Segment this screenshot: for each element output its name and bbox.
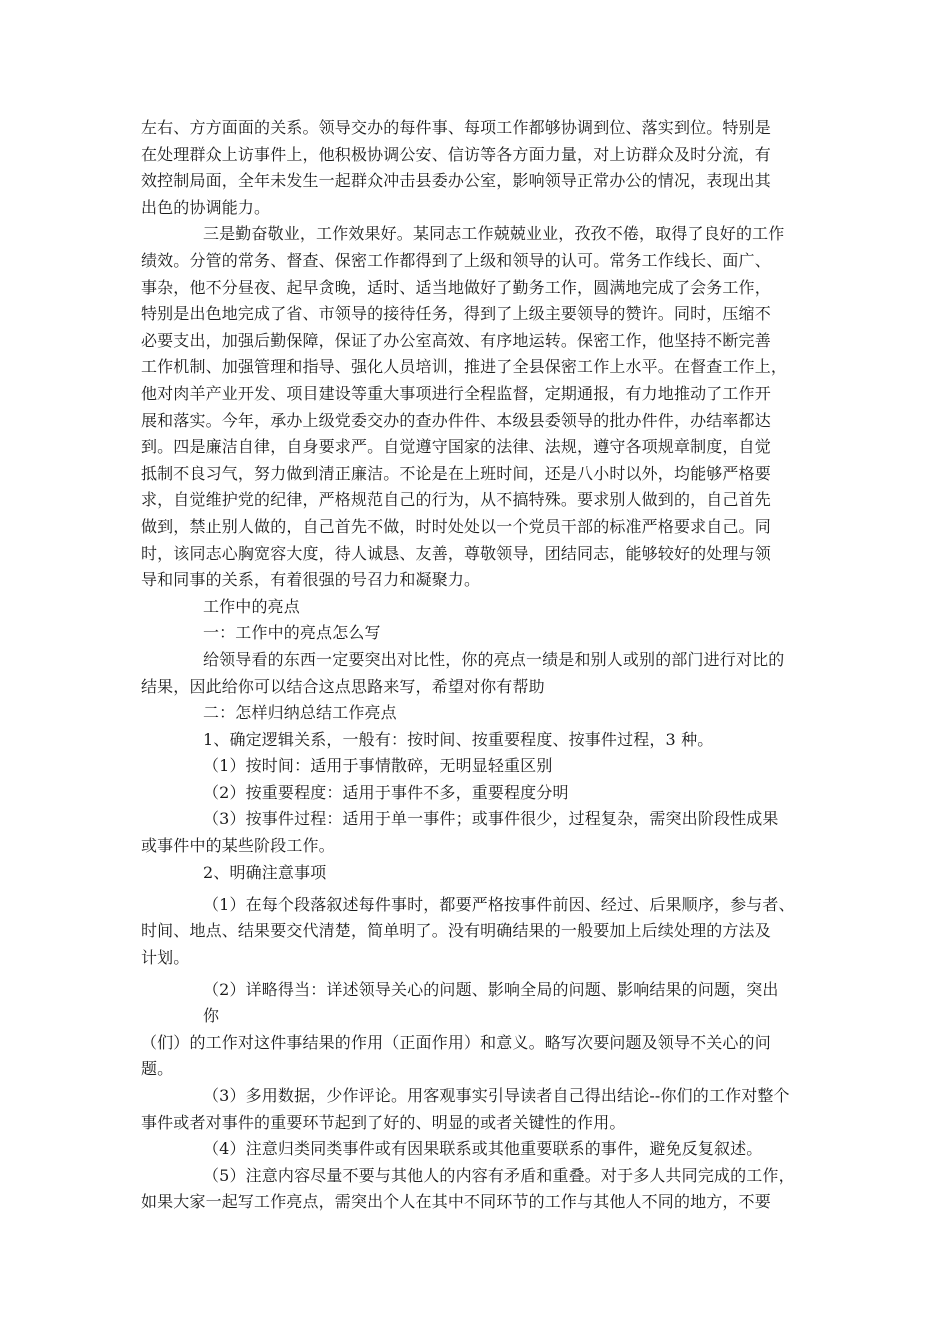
text-line: 结果，因此给你可以结合这点思路来写，希望对你有帮助 <box>141 677 545 696</box>
text-line: 展和落实。今年，承办上级党委交办的查办件件、本级县委领导的批办件件，办结率都达 <box>141 411 771 430</box>
list-item: （3）多用数据，少作评论。用客观事实引导读者自己得出结论--你们的工作对整个 <box>203 1086 790 1105</box>
list-item: （3）按事件过程：适用于单一事件；或事件很少，过程复杂，需突出阶段性成果 <box>203 809 779 828</box>
text-line: 必要支出，加强后勤保障，保证了办公室高效、有序地运转。保密工作，他坚持不断完善 <box>141 331 771 350</box>
subheading: 二：怎样归纳总结工作亮点 <box>203 703 397 722</box>
text-line: 时间、地点、结果要交代清楚，简单明了。没有明确结果的一般要加上后续处理的方法及 <box>141 921 771 940</box>
text-line: 导和同事的关系，有着很强的号召力和凝聚力。 <box>141 570 481 589</box>
text-line: 到。四是廉洁自律，自身要求严。自觉遵守国家的法律、法规，遵守各项规章制度，自觉 <box>141 437 771 456</box>
text-line: 事件或者对事件的重要环节起到了好的、明显的或者关键性的作用。 <box>141 1113 626 1132</box>
text-line: 三是勤奋敬业，工作效果好。某同志工作兢兢业业，孜孜不倦，取得了良好的工作 <box>203 224 785 243</box>
text-line: 绩效。分管的常务、督查、保密工作都得到了上级和领导的认可。常务工作线长、面广、 <box>141 251 771 270</box>
text-line: 或事件中的某些阶段工作。 <box>141 836 335 855</box>
text-line: 抵制不良习气，努力做到清正廉洁。不论是在上班时间，还是八小时以外，均能够严格要 <box>141 464 771 483</box>
text-line: 你 <box>203 1006 220 1025</box>
text-line: 计划。 <box>141 948 190 967</box>
text-line: 求，自觉维护党的纪律，严格规范自己的行为，从不搞特殊。要求别人做到的，自己首先 <box>141 490 771 509</box>
text-line: 做到，禁止别人做的，自己首先不做，时时处处以一个党员干部的标准严格要求自己。同 <box>141 517 771 536</box>
list-item: （5）注意内容尽量不要与其他人的内容有矛盾和重叠。对于多人共同完成的工作， <box>203 1166 795 1185</box>
text-line: 事杂，他不分昼夜、起早贪晚，适时、适当地做好了勤务工作，圆满地完成了会务工作， <box>141 278 771 297</box>
text-line: 题。 <box>141 1059 174 1078</box>
text-line: 在处理群众上访事件上，他积极协调公安、信访等各方面力量，对上访群众及时分流，有 <box>141 145 771 164</box>
list-item: 1、确定逻辑关系，一般有：按时间、按重要程度、按事件过程，3 种。 <box>203 730 714 749</box>
list-item: 2、明确注意事项 <box>203 863 327 882</box>
section-heading: 工作中的亮点 <box>203 597 300 616</box>
text-line: 时，该同志心胸宽容大度，待人诚恳、友善，尊敬领导，团结同志，能够较好的处理与领 <box>141 544 771 563</box>
text-line: （们）的工作对这件事结果的作用（正面作用）和意义。略写次要问题及领导不关心的问 <box>141 1033 771 1052</box>
subheading: 一：工作中的亮点怎么写 <box>203 623 381 642</box>
text-line: 效控制局面，全年未发生一起群众冲击县委办公室，影响领导正常办公的情况，表现出其 <box>141 171 771 190</box>
text-line: 左右、方方面面的关系。领导交办的每件事、每项工作都够协调到位、落实到位。特别是 <box>141 118 771 137</box>
text-line: 给领导看的东西一定要突出对比性，你的亮点一绩是和别人或别的部门进行对比的 <box>203 650 785 669</box>
text-line: 出色的协调能力。 <box>141 198 271 217</box>
text-line: 工作机制、加强管理和指导、强化人员培训，推进了全县保密工作上水平。在督查工作上， <box>141 357 788 376</box>
list-item: （2）按重要程度：适用于事件不多，重要程度分明 <box>203 783 569 802</box>
list-item: （4）注意归类同类事件或有因果联系或其他重要联系的事件，避免反复叙述。 <box>203 1139 763 1158</box>
list-item: （1）按时间：适用于事情散碎，无明显轻重区别 <box>203 756 553 775</box>
text-line: 特别是出色地完成了省、市领导的接待任务，得到了上级主要领导的赞许。同时，压缩不 <box>141 304 771 323</box>
text-line: 他对肉羊产业开发、项目建设等重大事项进行全程监督，定期通报，有力地推动了工作开 <box>141 384 771 403</box>
text-line: 如果大家一起写工作亮点，需突出个人在其中不同环节的工作与其他人不同的地方，不要 <box>141 1192 771 1211</box>
list-item: （1）在每个段落叙述每件事时，都要严格按事件前因、经过、后果顺序，参与者、 <box>203 895 795 914</box>
list-item: （2）详略得当：详述领导关心的问题、影响全局的问题、影响结果的问题，突出 <box>203 980 779 999</box>
